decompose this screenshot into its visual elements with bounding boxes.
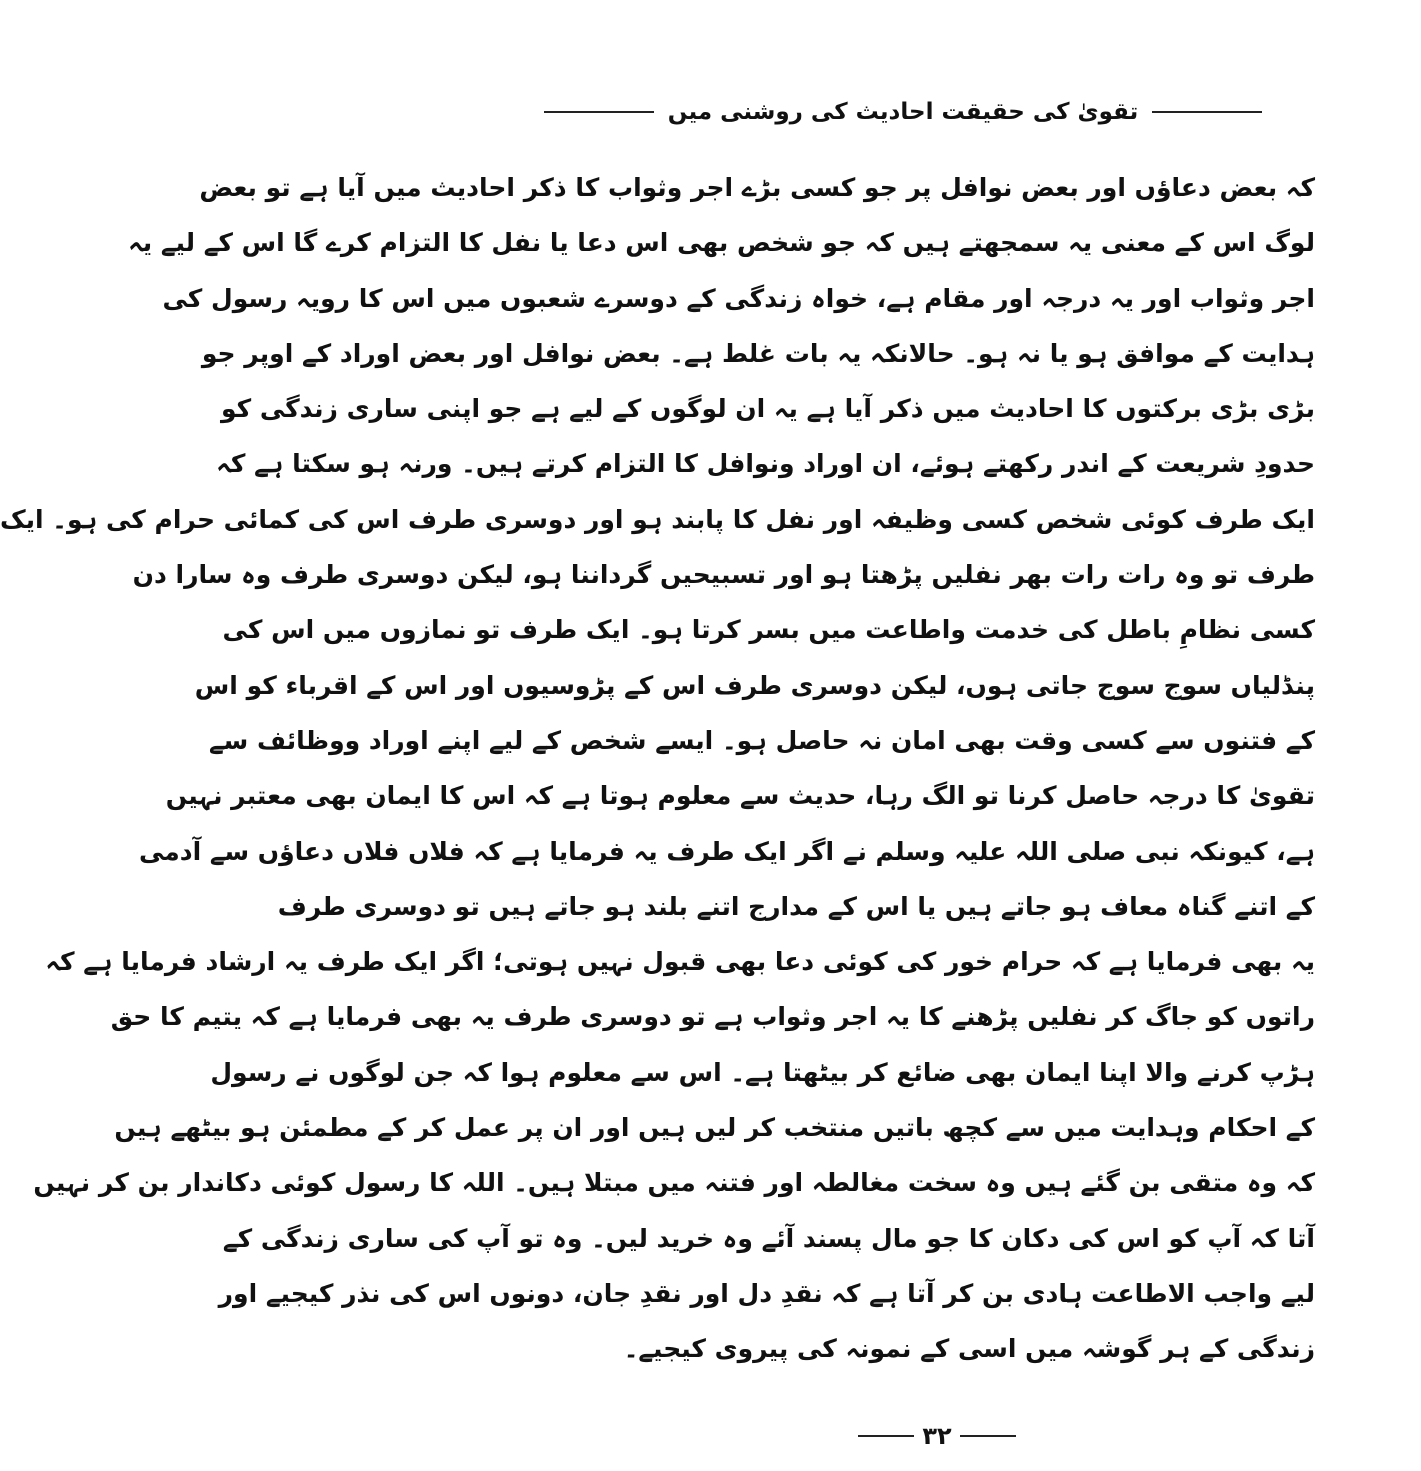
- text-line: کے فتنوں سے کسی وقت بھی امان نہ حاصل ہو۔ ایسے شخص کے لیے اپنے اوراد ووظائف سے: [209, 725, 1315, 755]
- running-header: [623, 92, 1183, 132]
- text-line: ہے، کیونکہ نبی صلی اللہ علیہ وسلم نے اگر ایک طرف یہ فرمایا ہے کہ فلاں فلاں دعاؤں سے آدمی: [138, 836, 1315, 866]
- text-line: آتا کہ آپ کو اس کی دکان کا جو مال پسند آئے وہ خرید لیں۔ وہ تو آپ کی ساری زندگی کے: [222, 1223, 1315, 1253]
- text-line: ہدایت کے موافق ہو یا نہ ہو۔ حالانکہ یہ بات غلط ہے۔ بعض نوافل اور بعض اوراد کے اوپر جو: [201, 338, 1315, 368]
- text-line: تقویٰ کا درجہ حاصل کرنا تو الگ رہا، حدیث سے معلوم ہوتا ہے کہ اس کا ایمان بھی معتبر نہیں: [165, 781, 1315, 811]
- page-footer: [837, 1418, 1037, 1454]
- text-line: کے احکام وہدایت میں سے کچھ باتیں منتخب کر لیں ہیں اور ان پر عمل کر کے مطمئن ہو بیٹھے ہیں: [114, 1113, 1315, 1143]
- header-rule-right: [1152, 111, 1262, 113]
- text-line: راتوں کو جاگ کر نفلیں پڑھنے کا یہ اجر وثواب ہے تو دوسری طرف یہ بھی فرمایا ہے کہ یتیم کا حق: [110, 1002, 1315, 1032]
- running-header-title: تقویٰ کی حقیقت احادیث کی روشنی میں: [667, 99, 1139, 125]
- text-line: کے اتنے گناہ معاف ہو جاتے ہیں یا اس کے مدارج اتنے بلند ہو جاتے ہیں تو دوسری طرف: [277, 891, 1315, 921]
- header-rule-left: [544, 111, 654, 113]
- text-line: طرف تو وہ رات رات بھر نفلیں پڑھتا ہو اور تسبیحیں گرداننا ہو، لیکن دوسری طرف وہ سارا دن: [132, 560, 1315, 590]
- text-line: ہڑپ کرنے والا اپنا ایمان بھی ضائع کر بیٹھتا ہے۔ اس سے معلوم ہوا کہ جن لوگوں نے رسول: [210, 1057, 1315, 1087]
- text-line: کہ وہ متقی بن گئے ہیں وہ سخت مغالطہ اور فتنہ میں مبتلا ہیں۔ اللہ کا رسول کوئی دکاندار بن کر نہیں: [33, 1168, 1315, 1198]
- footer-rule-right: [960, 1435, 1016, 1437]
- text-line: کہ بعض دعاؤں اور بعض نوافل پر جو کسی بڑے اجر وثواب کا ذکر احادیث میں آیا ہے تو بعض: [199, 173, 1315, 202]
- text-line: لیے واجب الاطاعت ہادی بن کر آتا ہے کہ نقدِ دل اور نقدِ جان، دونوں اس کی نذر کیجیے اور: [218, 1278, 1315, 1308]
- text-line: لوگ اس کے معنی یہ سمجھتے ہیں کہ جو شخص بھی اس دعا یا نفل کا التزام کرے گا اس کے لیے یہ: [128, 228, 1315, 258]
- text-line-last: زندگی کے ہر گوشہ میں اسی کے نمونہ کی پیروی کیجیے۔: [623, 1334, 1315, 1364]
- text-line: یہ بھی فرمایا ہے کہ حرام خور کی کوئی دعا بھی قبول نہیں ہوتی؛ اگر ایک طرف یہ ارشاد فرمایا ہے کہ: [45, 947, 1315, 977]
- text-line: بڑی بڑی برکتوں کا احادیث میں ذکر آیا ہے یہ ان لوگوں کے لیے ہے جو اپنی ساری زندگی کو: [220, 394, 1315, 424]
- text-line: ایک طرف کوئی شخص کسی وظیفہ اور نفل کا پابند ہو اور دوسری طرف اس کی کمائی حرام کی ہو۔ ایک: [0, 504, 1315, 534]
- text-line: پنڈلیاں سوج سوج جاتی ہوں، لیکن دوسری طرف اس کے پڑوسیوں اور اس کے اقرباء کو اس: [194, 670, 1315, 700]
- body-text: [0, 160, 1315, 1377]
- page-number: ۳۲: [922, 1422, 952, 1450]
- footer-rule-left: [858, 1435, 914, 1437]
- text-line: کسی نظامِ باطل کی خدمت واطاعت میں بسر کرتا ہو۔ ایک طرف تو نمازوں میں اس کی: [222, 615, 1315, 645]
- text-line: اجر وثواب اور یہ درجہ اور مقام ہے، خواہ زندگی کے دوسرے شعبوں میں اس کا رویہ رسول کی: [162, 283, 1315, 313]
- text-line: حدودِ شریعت کے اندر رکھتے ہوئے، ان اوراد ونوافل کا التزام کرتے ہیں۔ ورنہ ہو سکتا ہے کہ: [216, 449, 1315, 479]
